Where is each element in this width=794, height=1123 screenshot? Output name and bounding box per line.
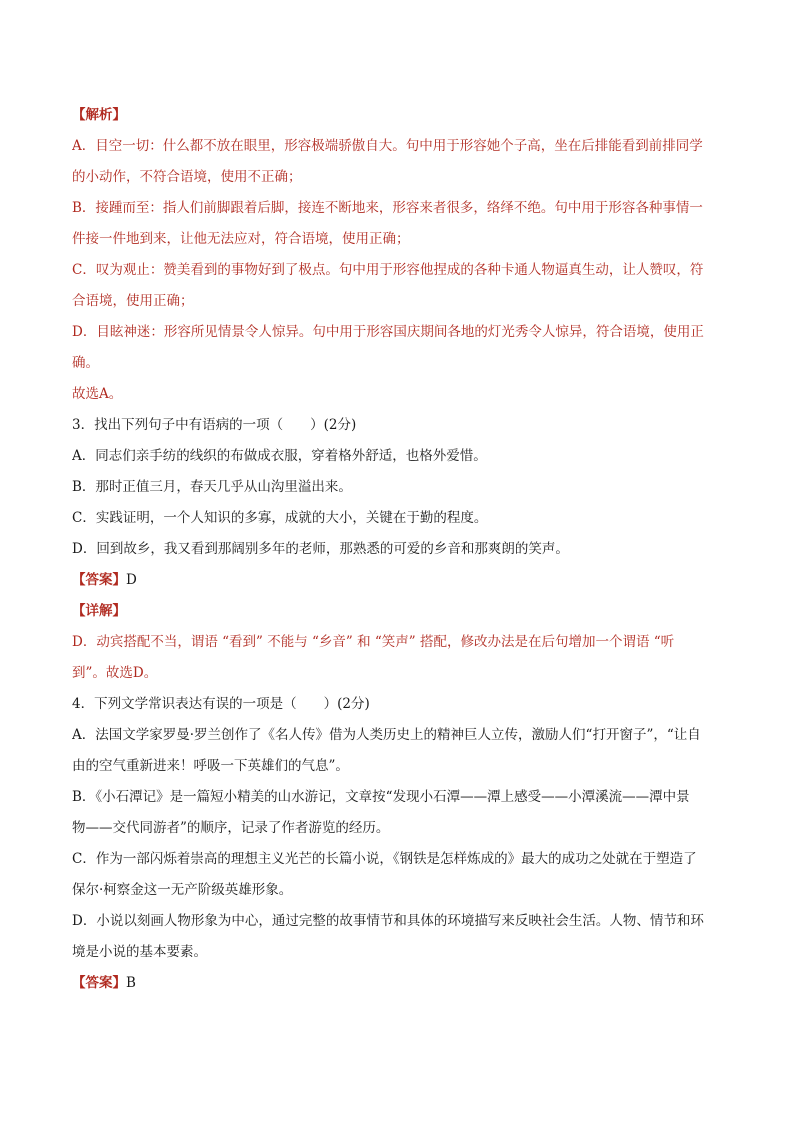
question-4-option-line: 物——交代同游者”的顺序，记录了作者游览的经历。: [72, 820, 390, 836]
bracket-open: 【: [72, 572, 86, 588]
question-4-option-line: 保尔·柯察金这一无产阶级英雄形象。: [72, 882, 293, 898]
question-4-answer: [72, 968, 727, 999]
answer-label: 答案: [85, 572, 113, 588]
analysis-line: 件接一件地到来，让他无法应对，符合语境，使用正确；: [72, 231, 410, 247]
analysis-heading: [72, 100, 727, 131]
question-3-answer: [72, 565, 727, 596]
document-page: [72, 100, 727, 999]
analysis-line: 确。: [72, 355, 99, 371]
question-3-stem: 3．找出下列句子中有语病的一项（ ）(2分): [72, 417, 357, 433]
analysis-label: 解析: [85, 107, 113, 123]
bracket-close: 】: [112, 107, 126, 123]
question-4-option-line: 由的空气重新进来！呼吸一下英雄们的气息”。: [72, 758, 349, 774]
question-3-option-c: C．实践证明，一个人知识的多寡，成就的大小，关键在于勤的程度。: [72, 510, 488, 526]
bracket-close: 】: [112, 603, 126, 619]
analysis-line: 的小动作，不符合语境，使用不正确；: [72, 169, 302, 185]
bracket-close: 】: [112, 975, 126, 991]
question-4-option-line: 境是小说的基本要素。: [72, 944, 207, 960]
question-3-detail-heading: [72, 596, 727, 627]
answer-label: 答案: [85, 975, 113, 991]
bracket-close: 】: [112, 572, 126, 588]
question-3-option-b: B．那时正值三月，春天几乎从山沟里溢出来。: [72, 479, 352, 495]
bracket-open: 【: [72, 107, 86, 123]
analysis-line: B．接踵而至：指人们前脚跟着后脚，接连不断地来，形容来者很多，络绎不绝。句中用于形容各种事情一: [72, 200, 703, 216]
analysis-line: D．目眩神迷：形容所见情景令人惊异。句中用于形容国庆期间各地的灯光秀令人惊异，符合语境，使用正: [72, 324, 704, 340]
question-4-option-line: B．《小石潭记》是一篇短小精美的山水游记，文章按“发现小石潭——潭上感受——小潭溪流——潭中景: [72, 789, 690, 805]
bracket-open: 【: [72, 603, 86, 619]
analysis-line: A．目空一切：什么都不放在眼里，形容极端骄傲自大。句中用于形容她个子高，坐在后排能看到前排同学: [72, 138, 703, 154]
question-4-stem: 4．下列文学常识表达有误的一项是（ ）(2分): [72, 696, 370, 712]
question-4-option-line: C．作为一部闪烁着崇高的理想主义光芒的长篇小说，《钢铁是怎样炼成的》最大的成功之处就在于塑造了: [72, 851, 697, 867]
answer-value: B: [126, 975, 136, 991]
answer-value: D: [126, 572, 137, 588]
analysis-line: C．叹为观止：赞美看到的事物好到了极点。句中用于形容他捏成的各种卡通人物逼真生动，让人赞叹，符: [72, 262, 704, 278]
analysis-line: 合语境，使用正确；: [72, 293, 194, 309]
question-3-detail-line: 到”。故选D。: [72, 665, 158, 681]
question-3-option-d: D．回到故乡，我又看到那阔别多年的老师，那熟悉的可爱的乡音和那爽朗的笑声。: [72, 541, 569, 557]
question-4-option-line: D．小说以刻画人物形象为中心，通过完整的故事情节和具体的环境描写来反映社会生活。人物、情节和环: [72, 913, 704, 929]
bracket-open: 【: [72, 975, 86, 991]
question-3-option-a: A．同志们亲手纺的线织的布做成衣服，穿着格外舒适，也格外爱惜。: [72, 448, 487, 464]
detail-label: 详解: [85, 603, 113, 619]
question-4-option-line: A．法国文学家罗曼·罗兰创作了《名人传》借为人类历史上的精神巨人立传，激励人们“打开窗子”，“让自: [72, 727, 701, 743]
question-3-detail-line: D．动宾搭配不当，谓语 “看到” 不能与 “乡音” 和 “笑声” 搭配，修改办法是在后句增加一个谓语 “听: [72, 634, 675, 650]
analysis-conclusion: 故选A。: [72, 386, 123, 402]
